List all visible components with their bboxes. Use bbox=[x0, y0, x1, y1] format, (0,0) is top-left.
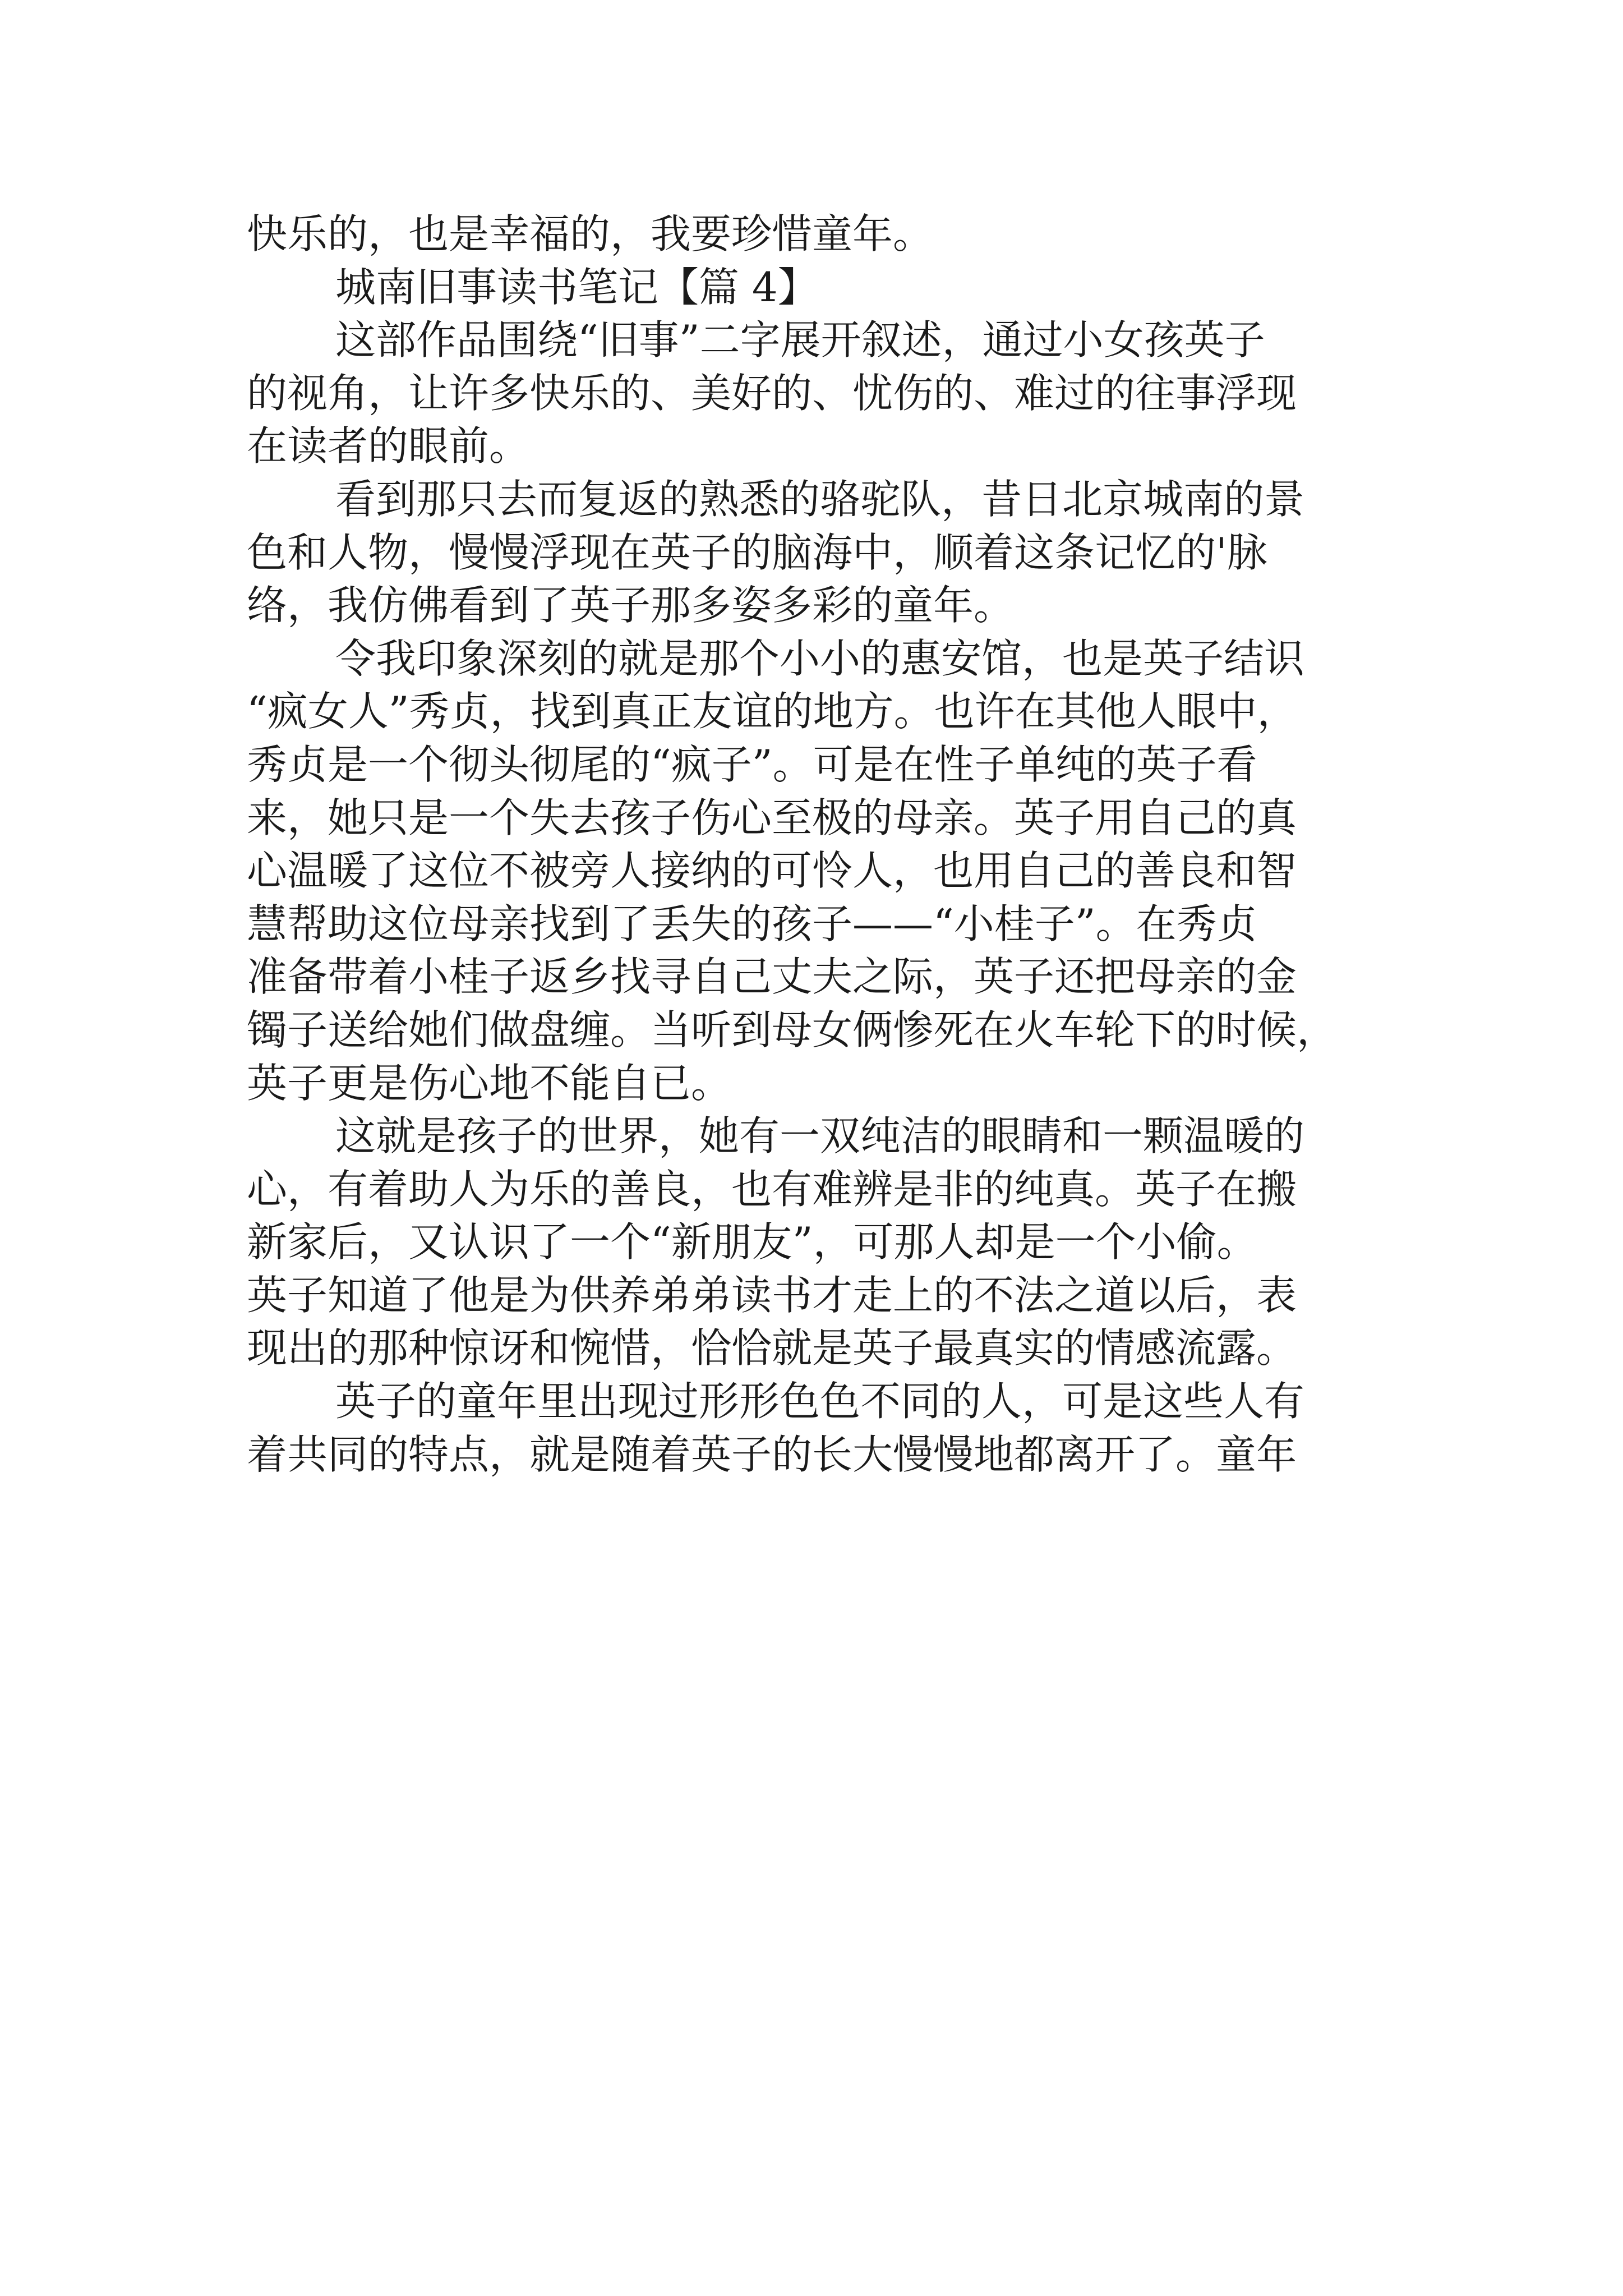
text-line: 色和人物，慢慢浮现在英子的脑海中，顺着这条记忆的'脉 bbox=[247, 528, 1267, 576]
text-line: 英子知道了他是为供养弟弟读书才走上的不法之道以后，表 bbox=[247, 1271, 1297, 1319]
text-line: 在读者的眼前。 bbox=[247, 422, 530, 470]
body-text bbox=[247, 208, 1413, 1481]
text-line: 看到那只去而复返的熟悉的骆驼队，昔日北京城南的景 bbox=[335, 475, 1305, 523]
text-line: 来，她只是一个失去孩子伤心至极的母亲。英子用自己的真 bbox=[247, 794, 1297, 841]
text-line: 这部作品围绕“旧事”二字展开叙述，通过小女孩英子 bbox=[335, 316, 1265, 364]
text-line: 慧帮助这位母亲找到了丢失的孩子——“小桂子”。在秀贞 bbox=[247, 900, 1257, 947]
text-line: 新家后，又认识了一个“新朋友”，可那人却是一个小偷。 bbox=[247, 1218, 1257, 1266]
text-line: 令我印象深刻的就是那个小小的惠安馆，也是英子结识 bbox=[335, 634, 1305, 682]
text-line: 镯子送给她们做盘缠。当听到母女俩惨死在火车轮下的时候， bbox=[247, 1006, 1338, 1053]
section-heading: 城南旧事读书笔记【篇 4】 bbox=[335, 263, 818, 311]
text-line: 着共同的特点，就是随着英子的长大慢慢地都离开了。童年 bbox=[247, 1430, 1297, 1478]
text-line: 的视角，让许多快乐的、美好的、忧伤的、难过的往事浮现 bbox=[247, 369, 1297, 417]
text-line: 心温暖了这位不被旁人接纳的可怜人，也用自己的善良和智 bbox=[247, 847, 1297, 895]
text-line: 快乐的，也是幸福的，我要珍惜童年。 bbox=[247, 210, 934, 257]
text-line: 英子的童年里出现过形形色色不同的人，可是这些人有 bbox=[335, 1378, 1305, 1425]
text-line: 秀贞是一个彻头彻尾的“疯子”。可是在性子单纯的英子看 bbox=[247, 740, 1257, 788]
text-line: 这就是孩子的世界，她有一双纯洁的眼睛和一颗温暖的 bbox=[335, 1112, 1305, 1160]
text-line: 准备带着小桂子返乡找寻自己丈夫之际，英子还把母亲的金 bbox=[247, 953, 1297, 1001]
text-line: 络，我仿佛看到了英子那多姿多彩的童年。 bbox=[247, 582, 1015, 629]
text-line: “疯女人”秀贞，找到真正友谊的地方。也许在其他人眼中， bbox=[247, 688, 1298, 735]
text-line: 现出的那种惊讶和惋惜，恰恰就是英子最真实的情感流露。 bbox=[247, 1324, 1297, 1372]
text-line: 心，有着助人为乐的善良，也有难辨是非的纯真。英子在搬 bbox=[247, 1165, 1297, 1213]
text-line: 英子更是伤心地不能自已。 bbox=[247, 1059, 732, 1107]
